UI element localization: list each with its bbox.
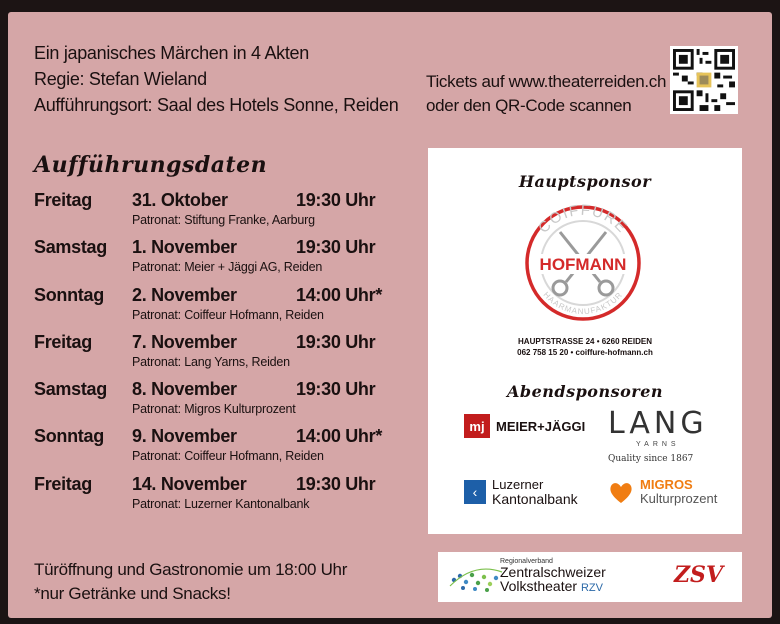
intro-line-venue: Aufführungsort: Saal des Hotels Sonne, Reiden — [34, 95, 399, 115]
rzv-panel — [438, 552, 742, 602]
migros-line2: Kulturprozent — [640, 491, 718, 506]
migros-line1: MIGROS — [640, 477, 693, 492]
date-time: 14:00 Uhr* — [296, 426, 383, 447]
date-time: 14:00 Uhr* — [296, 284, 383, 305]
dates-heading: Aufführungsdaten — [34, 152, 268, 178]
footer-note — [34, 558, 347, 606]
date-time: 19:30 Uhr — [296, 331, 376, 352]
migros-text — [640, 478, 717, 506]
hofmann-address-line2: 062 758 15 20 • coiffure-hofmann.ch — [517, 348, 653, 357]
date-date: 7. November — [132, 331, 237, 352]
hofmann-logo — [518, 198, 648, 328]
evening-sponsors-heading: Abendsponsoren — [506, 382, 664, 401]
date-patronat: Patronat: Coiffeur Hofmann, Reiden — [132, 307, 324, 322]
tickets-info — [426, 70, 666, 118]
date-date: 2. November — [132, 284, 237, 305]
migros-heart-icon — [608, 479, 634, 505]
main-sponsor-heading: Hauptsponsor — [518, 172, 652, 191]
hofmann-logo-top-text: COIFFURE — [535, 201, 631, 237]
rzv-line1: Zentralschweizer — [500, 564, 606, 580]
hofmann-logo-bottom-text: HAARMANUFAKTUR — [541, 290, 625, 317]
lukb-text — [492, 478, 578, 506]
date-day: Samstag — [34, 379, 107, 400]
date-time: 19:30 Uhr — [296, 190, 376, 210]
lang-word: LANG — [608, 406, 708, 441]
meier-jaeggi-logo — [464, 414, 585, 438]
zsv-logo: ZSV — [674, 562, 724, 588]
lukb-line1: Luzerner — [492, 477, 544, 492]
tickets-qr-line: oder den QR-Code scannen — [426, 96, 632, 115]
rzv-line2-wrap — [500, 579, 606, 595]
date-row — [34, 426, 414, 473]
date-day: Sonntag — [34, 284, 104, 305]
date-patronat: Patronat: Migros Kulturprozent — [132, 402, 296, 417]
date-row — [34, 332, 414, 379]
date-date: 1. November — [132, 237, 237, 258]
lang-yarns-logo — [608, 406, 708, 464]
doors-open-text: Türöffnung und Gastronomie um 18:00 Uhr — [34, 560, 348, 579]
lukb-line2: Kantonalbank — [492, 491, 578, 507]
meier-jaeggi-text: MEIER+JÄGGI — [496, 418, 586, 434]
date-patronat: Patronat: Stiftung Franke, Aarburg — [132, 213, 315, 227]
rzv-line2: Volkstheater — [500, 578, 578, 594]
dates-list — [34, 190, 414, 521]
date-date: 9. November — [132, 426, 237, 447]
intro-line-play: Ein japanisches Märchen in 4 Akten — [34, 43, 309, 63]
date-patronat: Patronat: Lang Yarns, Reiden — [132, 354, 290, 369]
date-patronat: Patronat: Meier + Jäggi AG, Reiden — [132, 260, 323, 275]
hofmann-address — [428, 336, 742, 358]
date-day: Sonntag — [34, 426, 104, 447]
qr-code-graphic — [673, 49, 735, 111]
date-date: 8. November — [132, 379, 237, 400]
rzv-small: Regionalverband — [500, 558, 553, 565]
sponsor-panel — [428, 148, 742, 534]
date-date: 14. November — [132, 473, 247, 494]
date-time: 19:30 Uhr — [296, 379, 376, 400]
drinks-note-text: *nur Getränke und Snacks! — [34, 584, 231, 603]
rzv-abbr: RZV — [580, 582, 603, 594]
lukb-mark-icon: ‹ — [464, 480, 486, 504]
lukb-logo — [464, 478, 578, 506]
intro-line-director: Regie: Stefan Wieland — [34, 69, 207, 89]
date-row — [34, 379, 414, 426]
date-patronat: Patronat: Coiffeur Hofmann, Reiden — [132, 449, 324, 464]
date-time: 19:30 Uhr — [296, 473, 376, 494]
date-time: 19:30 Uhr — [296, 237, 376, 258]
intro-text — [34, 40, 398, 118]
flyer-card — [8, 12, 772, 618]
date-row — [34, 237, 414, 284]
date-row — [34, 285, 414, 332]
date-date: 31. Oktober — [132, 190, 228, 210]
meier-jaeggi-mark-icon: mj — [464, 414, 490, 438]
date-day: Freitag — [34, 190, 92, 210]
rzv-swirl-icon — [446, 558, 506, 598]
qr-code[interactable] — [670, 46, 738, 114]
date-patronat: Patronat: Luzerner Kantonalbank — [132, 496, 310, 511]
date-day: Freitag — [34, 331, 92, 352]
tickets-url-line[interactable]: Tickets auf www.theaterreiden.ch — [426, 72, 667, 91]
lang-sub: YARNS — [636, 441, 680, 448]
hofmann-address-line1: HAUPTSTRASSE 24 • 6260 REIDEN — [518, 337, 652, 346]
date-day: Freitag — [34, 473, 92, 494]
rzv-text — [500, 558, 606, 595]
date-row — [34, 474, 414, 521]
migros-logo — [608, 478, 717, 506]
date-day: Samstag — [34, 237, 107, 258]
date-row — [34, 190, 414, 237]
hofmann-logo-name: HOFMANN — [539, 255, 627, 274]
lang-quality: Quality since 1867 — [608, 454, 694, 464]
